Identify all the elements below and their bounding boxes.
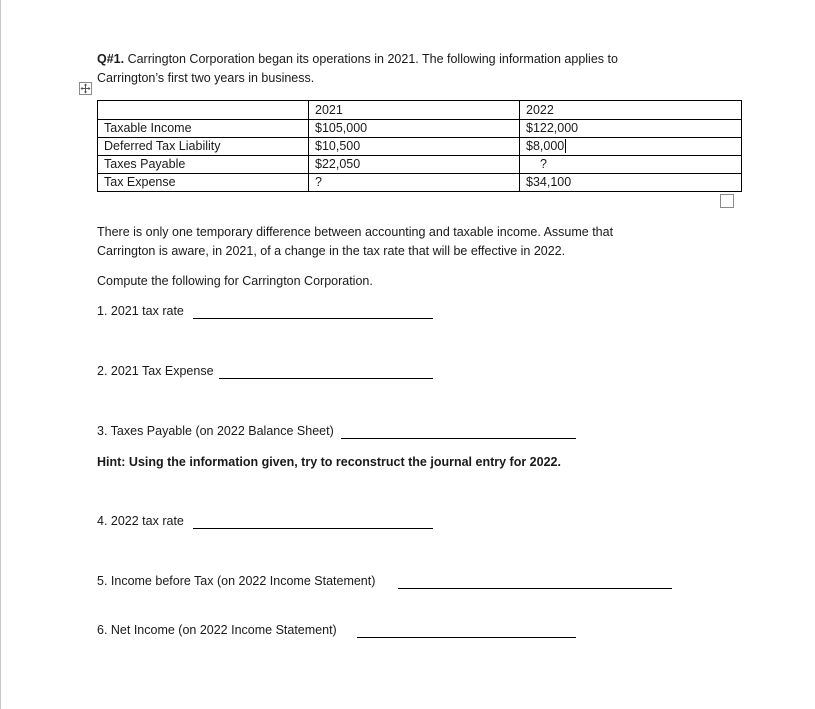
row-label-taxable-income[interactable]: Taxable Income <box>98 120 309 138</box>
row-label-taxes-payable[interactable]: Taxes Payable <box>98 156 309 174</box>
answer-line-net-income-2022[interactable] <box>357 637 576 638</box>
row-label-deferred-tax-liability[interactable]: Deferred Tax Liability <box>98 138 309 156</box>
cell-2022-deferred-tax-liability[interactable] <box>520 138 742 156</box>
table-row <box>98 156 742 174</box>
cell-2022-tax-expense[interactable]: $34,100 <box>520 174 742 192</box>
answer-line-2021-tax-rate[interactable] <box>193 318 433 319</box>
compute-prompt: Compute the following for Carrington Corporation. <box>97 274 373 288</box>
table-header-row <box>98 101 742 120</box>
item-2021-tax-expense: 2. 2021 Tax Expense <box>97 364 214 378</box>
answer-line-taxes-payable-2022[interactable] <box>341 438 576 439</box>
table-row <box>98 120 742 138</box>
page-left-edge <box>0 0 1 709</box>
cell-2021-deferred-tax-liability[interactable]: $10,500 <box>309 138 520 156</box>
question-intro <box>97 52 618 66</box>
cell-2022-taxes-payable[interactable]: ? <box>520 156 742 174</box>
item-taxes-payable-2022: 3. Taxes Payable (on 2022 Balance Sheet) <box>97 424 334 438</box>
item-2022-tax-rate: 4. 2022 tax rate <box>97 514 184 528</box>
item-income-before-tax-2022: 5. Income before Tax (on 2022 Income Statement) <box>97 574 376 588</box>
cell-2022-deferred-tax-liability-text: $8,000 <box>526 139 565 153</box>
answer-line-income-before-tax-2022[interactable] <box>398 588 672 589</box>
cell-2022-taxable-income[interactable]: $122,000 <box>520 120 742 138</box>
table-header-blank[interactable] <box>98 101 309 120</box>
cell-2021-taxes-payable[interactable]: $22,050 <box>309 156 520 174</box>
item-2021-tax-rate: 1. 2021 tax rate <box>97 304 184 318</box>
row-label-tax-expense[interactable]: Tax Expense <box>98 174 309 192</box>
answer-line-2022-tax-rate[interactable] <box>193 528 433 529</box>
question-intro-line2: Carrington’s first two years in business. <box>97 71 315 85</box>
table-header-2021[interactable]: 2021 <box>309 101 520 120</box>
question-label: Q#1. <box>97 52 125 66</box>
item-net-income-2022: 6. Net Income (on 2022 Income Statement) <box>97 623 337 637</box>
cell-2021-taxable-income[interactable]: $105,000 <box>309 120 520 138</box>
table-row <box>98 138 742 156</box>
answer-line-2021-tax-expense[interactable] <box>219 378 433 379</box>
paragraph-line1: There is only one temporary difference between accounting and taxable income. Assume that <box>97 225 614 239</box>
table-resize-handle[interactable] <box>720 194 734 208</box>
cell-2021-tax-expense[interactable]: ? <box>309 174 520 192</box>
table-header-2022[interactable]: 2022 <box>520 101 742 120</box>
paragraph-line2: Carrington is aware, in 2021, of a change in the tax rate that will be effective in 2022. <box>97 244 566 258</box>
question-intro-line1: Carrington Corporation began its operations in 2021. The following information applies to <box>124 52 618 66</box>
tax-data-table <box>97 100 742 192</box>
table-row <box>98 174 742 192</box>
hint-text: Hint: Using the information given, try to reconstruct the journal entry for 2022. <box>97 455 561 469</box>
table-move-handle-icon[interactable] <box>79 82 92 95</box>
